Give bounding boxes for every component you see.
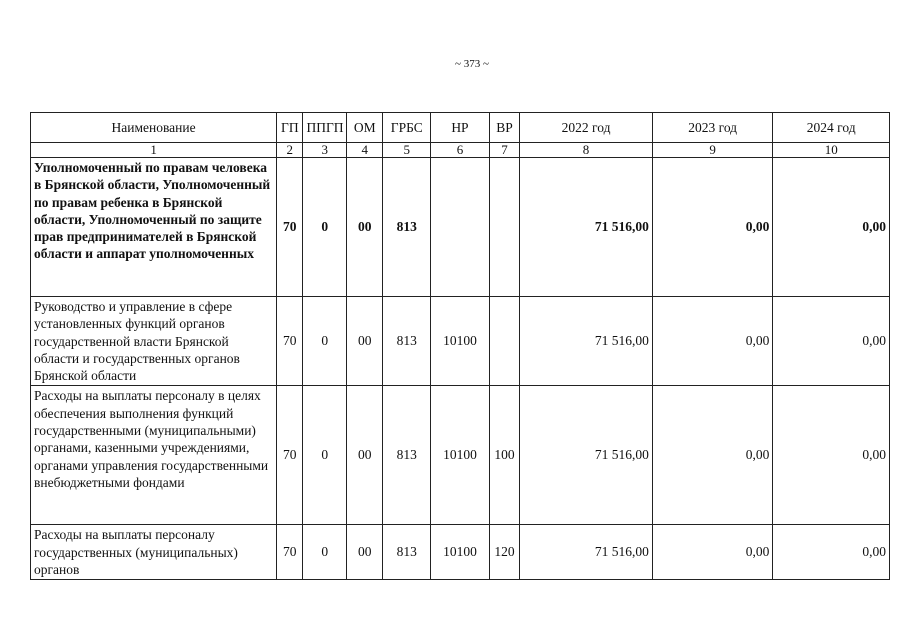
cell-2022: 71 516,00	[520, 386, 653, 525]
column-number: 7	[489, 143, 519, 158]
cell-nr: 10100	[431, 525, 490, 580]
table-row	[31, 297, 890, 386]
table-row	[31, 525, 890, 580]
cell-nr: 10100	[431, 386, 490, 525]
header-gp: ГП	[277, 113, 303, 143]
cell-ppgp: 0	[303, 158, 347, 297]
page-number: ~ 373 ~	[455, 58, 489, 70]
column-number: 9	[652, 143, 773, 158]
cell-2022: 71 516,00	[520, 525, 653, 580]
column-number: 8	[520, 143, 653, 158]
cell-om: 00	[347, 158, 383, 297]
cell-gp: 70	[277, 525, 303, 580]
cell-2023: 0,00	[652, 525, 773, 580]
cell-2024: 0,00	[773, 525, 890, 580]
cell-2024: 0,00	[773, 386, 890, 525]
cell-gp: 70	[277, 386, 303, 525]
header-2023: 2023 год	[652, 113, 773, 143]
cell-2023: 0,00	[652, 297, 773, 386]
column-number: 10	[773, 143, 890, 158]
table-row	[31, 386, 890, 525]
header-om: ОМ	[347, 113, 383, 143]
cell-om: 00	[347, 525, 383, 580]
cell-gp: 70	[277, 297, 303, 386]
column-number: 3	[303, 143, 347, 158]
cell-ppgp: 0	[303, 386, 347, 525]
cell-gp: 70	[277, 158, 303, 297]
column-number: 2	[277, 143, 303, 158]
cell-2023: 0,00	[652, 386, 773, 525]
cell-vr: 100	[489, 386, 519, 525]
cell-grbs: 813	[383, 158, 431, 297]
cell-2023: 0,00	[652, 158, 773, 297]
cell-om: 00	[347, 386, 383, 525]
row-name: Уполномоченный по правам человека в Брянской области, Уполномоченный по правам ребенка в Брянской области, Уполномоченный по защите прав предпринимателей в Брянской области и аппарат уполномоченных	[31, 158, 277, 297]
column-number: 6	[431, 143, 490, 158]
header-vr: ВР	[489, 113, 519, 143]
cell-vr	[489, 158, 519, 297]
header-2022: 2022 год	[520, 113, 653, 143]
header-ppgp: ППГП	[303, 113, 347, 143]
header-grbs: ГРБС	[383, 113, 431, 143]
column-number: 5	[383, 143, 431, 158]
header-2024: 2024 год	[773, 113, 890, 143]
cell-vr: 120	[489, 525, 519, 580]
cell-nr	[431, 158, 490, 297]
budget-table	[30, 112, 890, 580]
header-row	[31, 113, 890, 143]
cell-nr: 10100	[431, 297, 490, 386]
cell-2024: 0,00	[773, 158, 890, 297]
header-name: Наименование	[31, 113, 277, 143]
cell-om: 00	[347, 297, 383, 386]
row-name: Расходы на выплаты персоналу в целях обеспечения выполнения функций государственными (муниципальными) органами, казенными учреждениями, органами управления государственными внебюджетными фондами	[31, 386, 277, 525]
row-name: Расходы на выплаты персоналу государственных (муниципальных) органов	[31, 525, 277, 580]
cell-vr	[489, 297, 519, 386]
column-number: 4	[347, 143, 383, 158]
cell-2022: 71 516,00	[520, 297, 653, 386]
cell-2022: 71 516,00	[520, 158, 653, 297]
header-nr: НР	[431, 113, 490, 143]
column-number: 1	[31, 143, 277, 158]
row-name: Руководство и управление в сфере установленных функций органов государственной власти Брянской области и государственных органов Брянской области	[31, 297, 277, 386]
cell-grbs: 813	[383, 525, 431, 580]
cell-2024: 0,00	[773, 297, 890, 386]
table-row	[31, 158, 890, 297]
cell-ppgp: 0	[303, 297, 347, 386]
column-number-row	[31, 143, 890, 158]
cell-ppgp: 0	[303, 525, 347, 580]
cell-grbs: 813	[383, 386, 431, 525]
cell-grbs: 813	[383, 297, 431, 386]
